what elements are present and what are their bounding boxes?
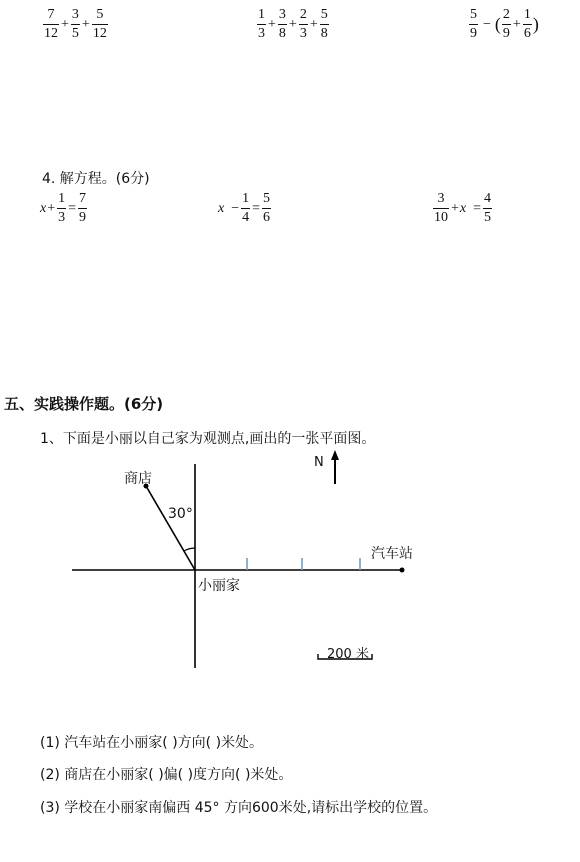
- calc-expression-1: [42, 8, 109, 41]
- home-label: 小丽家: [198, 578, 240, 594]
- equation-1: x + $\frac{1}{3}$ = $\frac{7}{9}$: [40, 191, 87, 225]
- question-4-title: 4. 解方程。(6分): [42, 171, 150, 187]
- north-label: N: [314, 455, 324, 470]
- store-label: 商店: [124, 471, 152, 487]
- fraction: $\frac{4}{5}$: [484, 191, 492, 225]
- question-1: (1) 汽车站在小丽家( )方向( )米处。: [40, 735, 264, 751]
- fraction: $\frac{2}{9}$: [502, 7, 510, 41]
- store-direction-line: [146, 486, 195, 570]
- fraction: $\frac{1}{4}$: [242, 191, 250, 225]
- operator: +: [309, 16, 318, 32]
- section-5-intro: 1、下面是小丽以自己家为观测点,画出的一张平面图。: [40, 431, 376, 447]
- plan-map: [0, 440, 580, 680]
- fraction: $\frac{3}{8}$: [278, 7, 286, 41]
- left-paren: (: [494, 14, 501, 34]
- equation-2: x − $\frac{1}{4}$ = $\frac{5}{6}$: [218, 191, 271, 225]
- section-5-title: 五、实践操作题。(6分): [4, 395, 164, 413]
- equation-3: $\frac{3}{10}$ + x = $\frac{4}{5}$: [434, 191, 492, 225]
- right-paren: ): [532, 14, 539, 34]
- operator: +: [61, 16, 69, 32]
- fraction: $\frac{3}{5}$: [71, 7, 79, 41]
- angle-label: 30°: [168, 506, 193, 522]
- question-3: (3) 学校在小丽家南偏西 45° 方向600米处,请标出学校的位置。: [40, 800, 438, 816]
- fraction: $\frac{5}{12}$: [92, 7, 107, 41]
- operator: −: [483, 16, 491, 32]
- operator: +: [81, 16, 90, 32]
- north-arrow-head: [331, 450, 339, 460]
- question-2: (2) 商店在小丽家( )偏( )度方向( )米处。: [40, 767, 293, 783]
- fraction: $\frac{5}{9}$: [470, 7, 477, 41]
- calc-expression-2: [256, 8, 330, 41]
- fraction: $\frac{5}{8}$: [320, 7, 328, 41]
- station-point: [400, 568, 405, 573]
- fraction: $\frac{1}{3}$: [258, 7, 265, 41]
- operator: +: [288, 16, 297, 32]
- operator: +: [512, 16, 521, 32]
- fraction: $\frac{2}{3}$: [299, 7, 307, 41]
- angle-arc: [184, 548, 195, 551]
- fraction: $\frac{7}{12}$: [44, 7, 58, 41]
- scale-label: 200 米: [327, 647, 369, 662]
- fraction: $\frac{5}{6}$: [263, 191, 271, 225]
- fraction: $\frac{1}{6}$: [523, 7, 531, 41]
- station-label: 汽车站: [371, 546, 413, 562]
- fraction: $\frac{1}{3}$: [58, 191, 66, 225]
- operator: +: [268, 16, 276, 32]
- calc-expression-3: [468, 8, 539, 41]
- fraction: $\frac{3}{10}$: [434, 191, 448, 225]
- fraction: $\frac{7}{9}$: [79, 191, 87, 225]
